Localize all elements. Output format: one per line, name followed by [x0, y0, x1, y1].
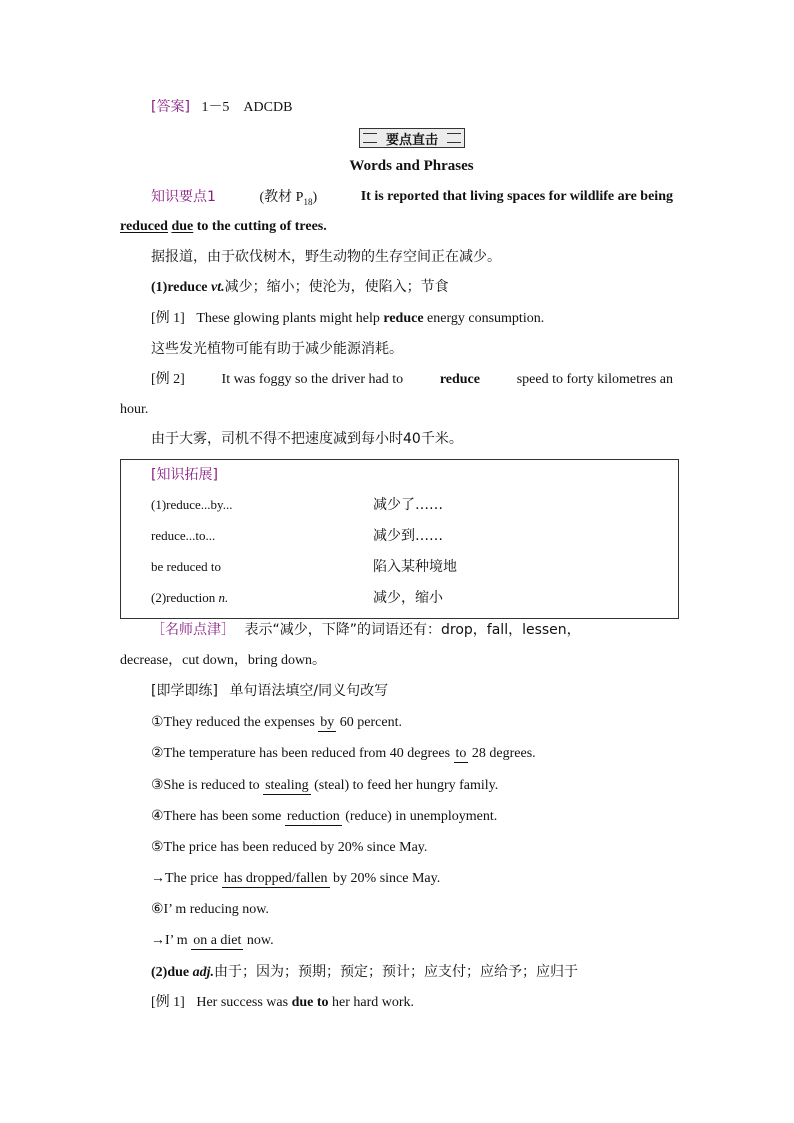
keyword-reduced: reduced [120, 219, 168, 234]
due-example1-pre: Her success was [196, 995, 289, 1010]
example2-continuation: hour. [120, 402, 149, 417]
practice-item-5 [151, 838, 427, 858]
example1-line [151, 309, 544, 329]
example2-post: speed to forty kilometres an [516, 372, 673, 387]
due-pos: adj. [192, 965, 215, 980]
practice-item-5-rewrite-post: by 20% since May. [329, 871, 441, 886]
point1-sentence-b: to the cutting of trees. [196, 219, 327, 234]
practice-item-1 [151, 713, 402, 733]
example2-bold: reduce [439, 372, 480, 387]
practice-item-5-pre: ⑤The price has been reduced by 20% since May. [151, 840, 428, 855]
extension-row-4-pos: n. [218, 590, 229, 605]
section-banner [359, 128, 465, 148]
extension-row-4-en: (2)reduction [151, 590, 219, 605]
extension-row-3-cn: 陷入某种境地 [373, 559, 457, 575]
practice-item-4-pre: ④There has been some [151, 809, 285, 824]
answer-label: [答案] [151, 99, 190, 115]
reduce-pos: vt. [211, 280, 225, 295]
practice-item-3-post: (steal) to feed her hungry family. [310, 778, 499, 793]
reduce-num: (1)reduce [151, 280, 211, 295]
practice-item-2-answer: to [455, 746, 467, 761]
practice-item-3-pre: ③She is reduced to [151, 778, 264, 793]
due-example1-bold: due to [291, 995, 329, 1010]
point1-page-sub: 18 [303, 196, 313, 207]
practice-item-5-rewrite [151, 869, 440, 889]
due-example1-label: [例 1] [151, 995, 185, 1010]
practice-heading [151, 681, 388, 702]
extension-row-3 [151, 556, 457, 576]
practice-item-6-pre: ⑥I’ m reducing now. [151, 902, 269, 917]
practice-item-4 [151, 807, 497, 827]
section-banner-text: 要点直击 [385, 132, 438, 148]
answer-line [151, 97, 292, 118]
example1-label: [例 1] [151, 311, 185, 326]
knowledge-extension-box [120, 459, 679, 619]
extension-row-1 [151, 494, 443, 514]
extension-row-2-cn: 减少到…… [373, 528, 443, 544]
practice-item-4-answer: reduction [286, 809, 340, 824]
due-definition [151, 962, 578, 983]
teacher-tip-line [151, 620, 581, 641]
teacher-tip-continuation: decrease，cut down，bring down。 [120, 653, 327, 668]
practice-item-3-answer: stealing [265, 778, 309, 793]
practice-item-6 [151, 900, 269, 920]
practice-item-1-pre: ①They reduced the expenses [151, 715, 319, 730]
practice-item-1-answer: by [320, 715, 335, 730]
due-example1-line [151, 993, 414, 1013]
extension-row-4 [151, 587, 443, 607]
due-num: (2)due [151, 965, 193, 980]
keyword-due: due [171, 219, 194, 234]
practice-item-2-post: 28 degrees. [468, 746, 536, 761]
example1-post: energy consumption. [427, 311, 545, 326]
practice-item-6-rewrite [151, 931, 274, 951]
example2-line [151, 370, 673, 390]
extension-row-1-cn: 减少了…… [373, 497, 443, 513]
example1-bold: reduce [383, 311, 424, 326]
reduce-definition [151, 277, 449, 298]
section-title: Words and Phrases [349, 158, 474, 174]
practice-item-4-post: (reduce) in unemployment. [341, 809, 498, 824]
practice-item-6-rewrite-pre: →I’ m [151, 933, 192, 948]
example2-translation: 由于大雾，司机不得不把速度减到每小时40千米。 [151, 431, 463, 447]
example2-label: [例 2] [151, 372, 185, 387]
point1-line2 [120, 217, 327, 237]
practice-item-2-pre: ②The temperature has been reduced from 40 degrees [151, 746, 454, 761]
extension-title: [知识拓展] [151, 467, 218, 483]
practice-item-2 [151, 744, 536, 764]
practice-title: 单句语法填空/同义句改写 [229, 683, 389, 699]
extension-row-2 [151, 525, 443, 545]
practice-item-6-rewrite-answer: on a diet [193, 933, 242, 948]
extension-row-2-en: reduce...to... [151, 528, 216, 543]
due-meaning: 由于；因为；预期；预定；预计；应支付；应给予；应归于 [214, 964, 579, 980]
example1-pre: These glowing plants might help [196, 311, 380, 326]
extension-row-1-en: (1)reduce...by... [151, 497, 233, 512]
example1-translation: 这些发光植物可能有助于减少能源消耗。 [151, 341, 403, 357]
practice-item-5-rewrite-answer: has dropped/fallen [223, 871, 328, 886]
teacher-tip-label: ［名师点津］ [151, 622, 235, 638]
due-example1-post: her hard work. [332, 995, 415, 1010]
practice-label: [即学即练] [151, 683, 218, 699]
example2-pre: It was foggy so the driver had to [221, 372, 404, 387]
point1-sentence-a: It is reported that living spaces for wildlife are being [360, 189, 673, 204]
point1-translation: 据报道，由于砍伐树木，野生动物的生存空间正在减少。 [151, 249, 501, 265]
practice-item-3 [151, 776, 498, 796]
reduce-meaning: 减少；缩小；使沦为，使陷入；节食 [224, 279, 449, 295]
teacher-tip-text: 表示“减少，下降”的词语还有：drop，fall，lessen， [244, 622, 581, 638]
practice-item-6-rewrite-post: now. [243, 933, 274, 948]
extension-row-3-en: be reduced to [151, 559, 222, 574]
answer-text: 1－5 ADCDB [201, 100, 293, 115]
point1-label: 知识要点1 [151, 189, 216, 205]
extension-row-4-cn: 减少，缩小 [373, 590, 443, 606]
point1-line: 知识要点1 (教材 $P_{18}$) It is reported that living spaces for wildlife are being [151, 187, 673, 212]
practice-item-1-post: 60 percent. [336, 715, 402, 730]
practice-item-5-rewrite-pre: →The price [151, 871, 222, 886]
